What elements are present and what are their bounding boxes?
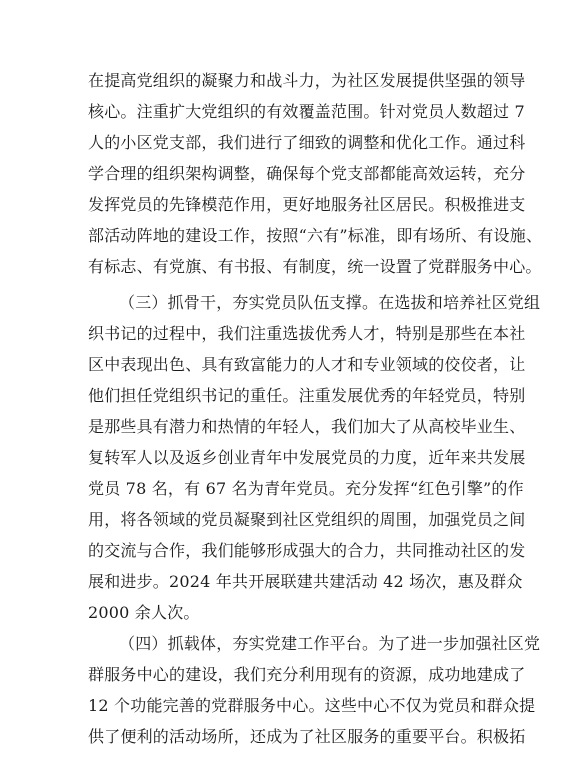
text-line: 是那些具有潜力和热情的年轻人，我们加大了从高校毕业生、 [88, 417, 526, 436]
text-line: 核心。注重扩大党组织的有效覆盖范围。针对党员人数超过 7 [88, 102, 525, 121]
section-heading-line: （四）抓载体，夯实党建工作平台。为了进一步加强社区党 [119, 634, 541, 653]
text-line: 人的小区党支部，我们进行了细致的调整和优化工作。通过科 [88, 133, 526, 152]
text-line: 有标志、有党旗、有书报、有制度，统一设置了党群服务中心。 [88, 257, 542, 276]
text-line: 发挥党员的先锋模范作用，更好地服务社区居民。积极推进支 [88, 195, 526, 214]
text-line: 学合理的组织架构调整，确保每个党支部都能高效运转，充分 [88, 164, 526, 183]
text-line: 部活动阵地的建设工作，按照“六有”标准，即有场所、有设施、 [88, 226, 543, 245]
text-line: 群服务中心的建设，我们充分利用现有的资源，成功地建成了 [88, 665, 526, 684]
text-line: 复转军人以及返乡创业青年中发展党员的力度，近年来共发展 [88, 448, 526, 467]
text-line: 展和进步。2024 年共开展联建共建活动 42 场次，惠及群众 [88, 572, 523, 591]
text-line: 12 个功能完善的党群服务中心。这些中心不仅为党员和群众提 [88, 696, 536, 715]
text-line: 在提高党组织的凝聚力和战斗力，为社区发展提供坚强的领导 [88, 71, 526, 90]
section-heading-line: （三）抓骨干，夯实党员队伍支撑。在选拔和培养社区党组 [119, 293, 541, 312]
text-line: 党员 78 名，有 67 名为青年党员。充分发挥“红色引擎”的作 [88, 479, 524, 498]
text-line: 的交流与合作，我们能够形成强大的合力，共同推动社区的发 [88, 541, 526, 560]
text-line: 2000 余人次。 [88, 603, 200, 622]
text-line: 织书记的过程中，我们注重选拔优秀人才，特别是那些在本社 [88, 324, 526, 343]
text-line: 用，将各领域的党员凝聚到社区党组织的周围，加强党员之间 [88, 510, 526, 529]
text-line: 区中表现出色、具有致富能力的人才和专业领域的佼佼者，让 [88, 355, 526, 374]
text-line: 供了便利的活动场所，还成为了社区服务的重要平台。积极拓 [88, 727, 526, 746]
text-line: 他们担任党组织书记的重任。注重发展优秀的年轻党员，特别 [88, 386, 526, 405]
